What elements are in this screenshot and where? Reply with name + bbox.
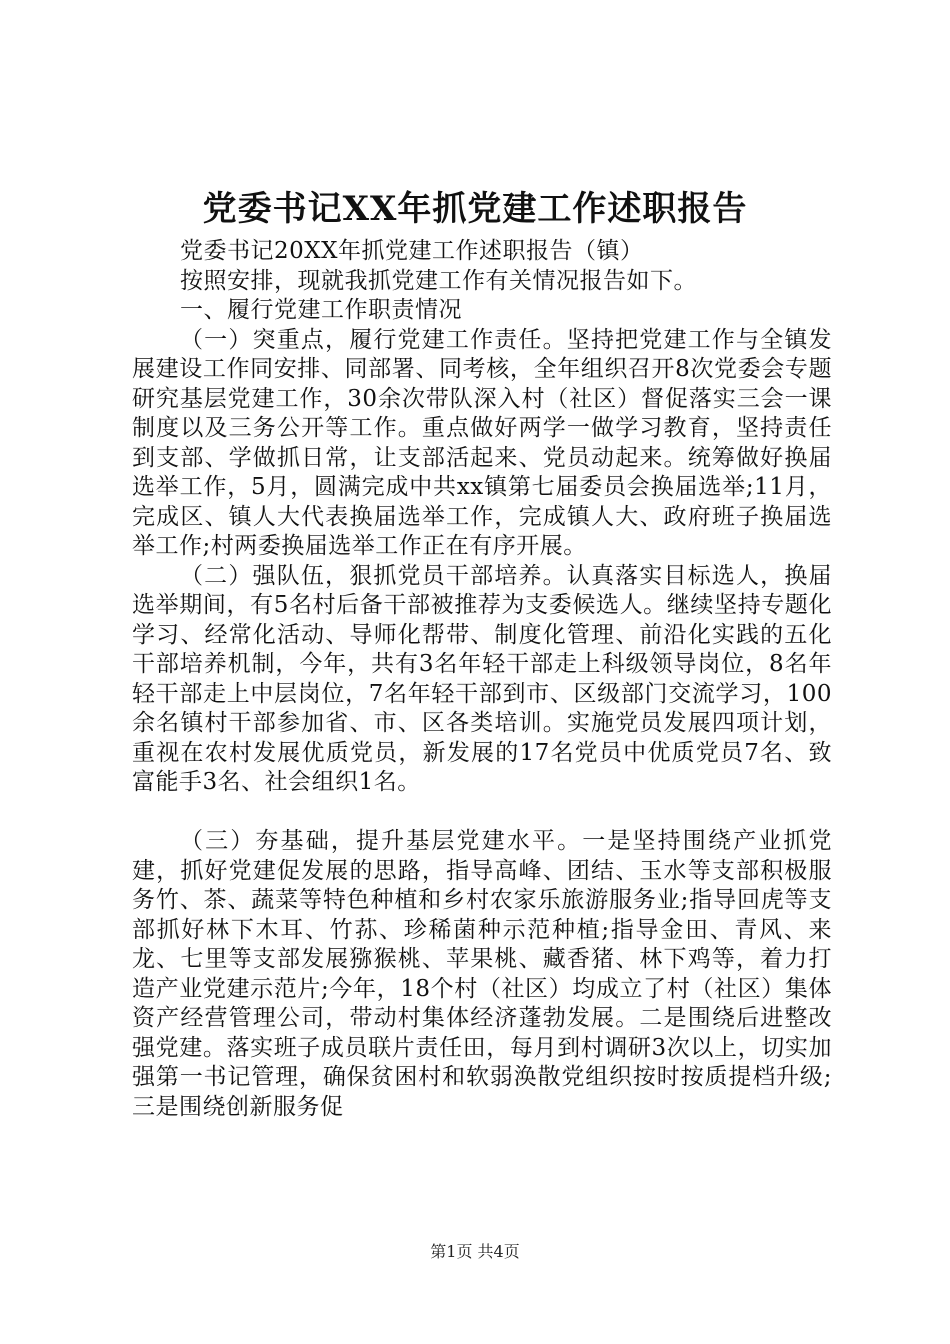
paragraph-intro: 按照安排，现就我抓党建工作有关情况报告如下。 <box>180 267 697 294</box>
paragraph-item-2: （二）强队伍，狠抓党员干部培养。认真落实目标选人，换届选举期间，有5名村后备干部被推荐为支委候选人。继续坚持专题化学习、经常化活动、导师化帮带、制度化管理、前沿化实践的五化干部培养机制，今年，共有3名年轻干部走上科级领导岗位，8名年轻干部走上中层岗位，7名年轻干部到市、区级部门交流学习，100余名镇村干部参加省、市、区各类培训。实施党员发展四项计划，重视在农村发展优质党员，新发展的17名党员中优质党员7名、致富能手3名、社会组织1名。 <box>132 562 832 795</box>
paragraph-spacer <box>132 798 832 828</box>
paragraph-item-1: （一）突重点，履行党建工作责任。坚持把党建工作与全镇发展建设工作同安排、同部署、同考核，全年组织召开8次党委会专题研究基层党建工作，30余次带队深入村（社区）督促落实三会一课制度以及三务公开等工作。重点做好两学一做学习教育，坚持责任到支部、学做抓日常，让支部活起来、党员动起来。统筹做好换届选举工作，5月，圆满完成中共xx镇第七届委员会换届选举;11月，完成区、镇人大代表换届选举工作，完成镇人大、政府班子换届选举工作;村两委换届选举工作正在有序开展。 <box>132 326 832 559</box>
paragraph-subtitle: 党委书记20XX年抓党建工作述职报告（镇） <box>180 238 644 264</box>
document-body <box>132 237 832 1122</box>
section-heading: 一、履行党建工作职责情况 <box>180 297 462 323</box>
page-number-footer: 第1页 共4页 <box>430 1242 520 1261</box>
document-title: 党委书记XX年抓党建工作述职报告 <box>202 189 748 229</box>
paragraph-item-3: （三）夯基础，提升基层党建水平。一是坚持围绕产业抓党建，抓好党建促发展的思路，指导高峰、团结、玉水等支部积极服务竹、茶、蔬菜等特色种植和乡村农家乐旅游服务业;指导回虎等支部抓好林下木耳、竹荪、珍稀菌种示范种植;指导金田、青风、来龙、七里等支部发展猕猴桃、苹果桃、藏香猪、林下鸡等，着力打造产业党建示范片;今年，18个村（社区）均成立了村（社区）集体资产经营管理公司，带动村集体经济蓬勃发展。二是围绕后进整改强党建。落实班子成员联片责任田，每月到村调研3次以上，切实加强第一书记管理，确保贫困村和软弱涣散党组织按时按质提档升级;三是围绕创新服务促 <box>132 828 832 1120</box>
